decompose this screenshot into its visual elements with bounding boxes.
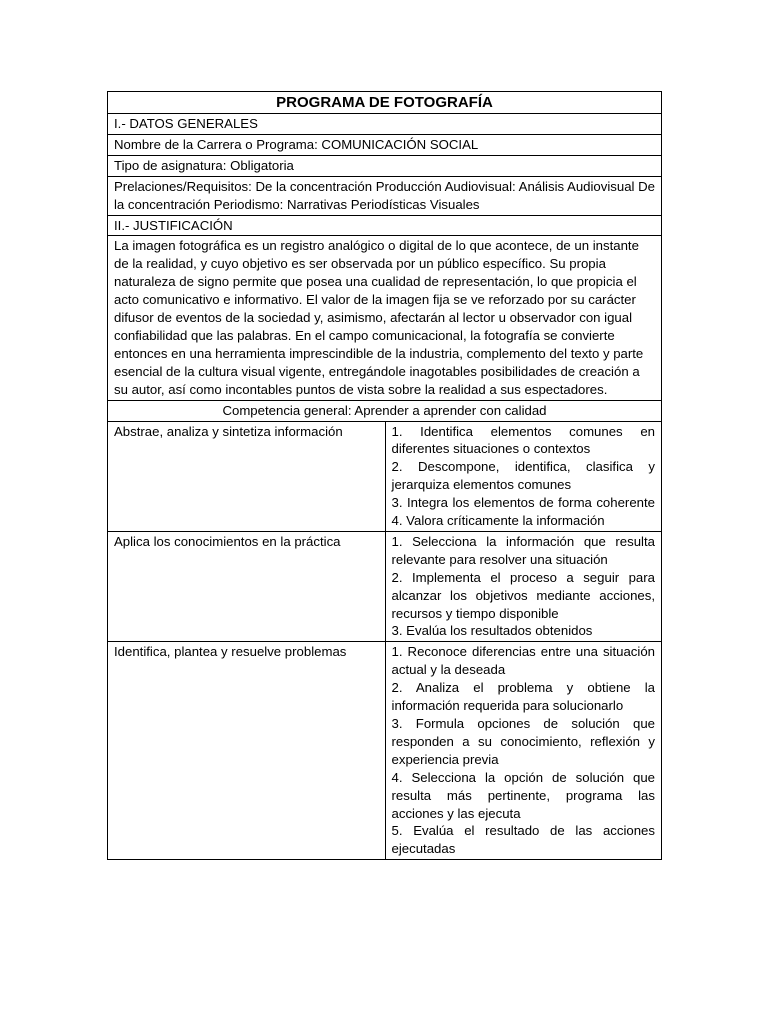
document-title: PROGRAMA DE FOTOGRAFÍA xyxy=(108,92,662,114)
program-table xyxy=(107,91,662,860)
competency-item: 1. Selecciona la información que resulta relevante para resolver una situación xyxy=(391,533,655,567)
competency-row xyxy=(108,531,662,641)
title-row xyxy=(108,92,662,114)
competency-heading: Competencia general: Aprender a aprender con calidad xyxy=(108,400,662,421)
section-heading-general-data: I.- DATOS GENERALES xyxy=(108,114,662,135)
competency-item: 3. Evalúa los resultados obtenidos xyxy=(391,623,593,639)
competency-item: 1. Identifica elementos comunes en diferentes situaciones o contextos xyxy=(391,423,655,457)
competency-name: Abstrae, analiza y sintetiza información xyxy=(108,421,386,531)
competency-items xyxy=(385,421,661,531)
competency-item: 2. Implementa el proceso a seguir para alcanzar los objetivos mediante acciones, recursos y tiempo disponible xyxy=(391,569,655,621)
competency-item: 1. Reconoce diferencias entre una situación actual y la deseada xyxy=(391,644,655,678)
competency-item: 2. Descompone, identifica, clasifica y jerarquiza elementos comunes xyxy=(391,459,655,493)
prerequisites: Prelaciones/Requisitos: De la concentración Producción Audiovisual: Análisis Audiovisual De la concentración Periodismo: Narrativas Periodísticas Visuales xyxy=(108,176,662,215)
competency-name: Aplica los conocimientos en la práctica xyxy=(108,531,386,641)
competency-row xyxy=(108,642,662,860)
competency-items xyxy=(385,642,661,860)
competency-name: Identifica, plantea y resuelve problemas xyxy=(108,642,386,860)
competency-item: 3. Formula opciones de solución que responden a su conocimiento, reflexión y experiencia previa xyxy=(391,716,655,767)
subject-type: Tipo de asignatura: Obligatoria xyxy=(108,155,662,176)
competency-items xyxy=(385,531,661,641)
competency-item: 4. Selecciona la opción de solución que resulta más pertinente, programa las acciones y las ejecuta xyxy=(391,769,655,821)
justification-text: La imagen fotográfica es un registro analógico o digital de lo que acontece, de un instante de la realidad, y cuyo objetivo es ser observada por un público específico. Su propia naturaleza de signo permite que posea una cualidad de representación, lo que propicia el acto comunicativo e informativo. El valor de la imagen fija se ve reforzado por su carácter difusor de eventos de la sociedad y, asimismo, afectarán al lector u observador con igual confiabilidad que las palabras. En el campo comunicacional, la fotografía se convierte entonces en una herramienta imprescindible de la industria, complemento del texto y parte esencial de la cultura visual vigente, entregándole inagotables posibilidades de creación a su autor, así como incontables puntos de vista sobre la realidad a sus espectadores. xyxy=(108,236,662,400)
document-page xyxy=(107,91,662,860)
competency-item: 3. Integra los elementos de forma coherente 4. Valora críticamente la información xyxy=(391,495,655,529)
competency-row xyxy=(108,421,662,531)
competency-item: 5. Evalúa el resultado de las acciones ejecutadas xyxy=(391,823,655,857)
section-heading-justification: II.- JUSTIFICACIÓN xyxy=(108,215,662,236)
career-name: Nombre de la Carrera o Programa: COMUNICACIÓN SOCIAL xyxy=(108,134,662,155)
competency-item: 2. Analiza el problema y obtiene la información requerida para solucionarlo xyxy=(391,680,655,714)
